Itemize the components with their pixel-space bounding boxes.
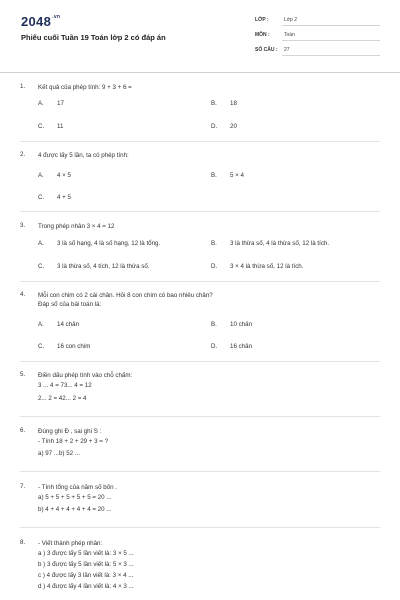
- option-letter: D.: [211, 263, 218, 270]
- option-text: 3 là thừa số, 4 tích, 12 là thừa số.: [57, 263, 150, 270]
- question-stem: - Viết thành phép nhân:: [38, 540, 103, 547]
- option-text: 16 chân: [230, 343, 253, 350]
- option-text: 4 + 5: [57, 194, 71, 201]
- site-logo[interactable]: [21, 14, 60, 29]
- option-letter: C.: [38, 194, 45, 201]
- option-text: 20: [230, 123, 237, 130]
- option-letter: B.: [211, 321, 217, 328]
- option-text: 3 × 4 là thừa số, 12 là tích.: [230, 263, 304, 270]
- option-text: 4 × 5: [57, 172, 71, 179]
- option-text: 14 chân: [57, 321, 80, 328]
- question-stem: [38, 291, 368, 309]
- meta-value: 27: [284, 47, 290, 53]
- meta-divider: [282, 55, 380, 56]
- meta-divider: [282, 40, 380, 41]
- question-stem-line: Đáp số của bài toán là:: [38, 301, 102, 308]
- option-letter: D.: [211, 123, 218, 130]
- option-text: 10 chân: [230, 321, 253, 328]
- worksheet-title: Phiếu cuối Tuần 19 Toán lớp 2 có đáp án: [21, 33, 166, 42]
- question-stem: - Tính tổng của năm số bốn .: [38, 484, 117, 491]
- logo-text: 2048: [21, 14, 52, 29]
- logo-suffix: .vn: [52, 14, 61, 20]
- question-number: 1.: [20, 83, 26, 90]
- question-line: a ) 3 được lấy 5 lần viết là: 3 × 5 ...: [38, 550, 134, 557]
- option-letter: A.: [38, 100, 44, 107]
- option-text: 3 là số hạng, 4 là số hạng, 12 là tổng.: [57, 240, 161, 247]
- question-divider: [20, 527, 380, 528]
- question-divider: [20, 141, 380, 142]
- question-divider: [20, 281, 380, 282]
- question-stem: 4 được lấy 5 lần, ta có phép tính:: [38, 152, 129, 159]
- question-number: 7.: [20, 483, 26, 490]
- question-number: 8.: [20, 539, 26, 546]
- meta-key: LỚP :: [255, 17, 269, 23]
- question-stem: Đúng ghi Đ , sai ghi S :: [38, 428, 102, 435]
- option-letter: C.: [38, 263, 45, 270]
- option-letter: A.: [38, 172, 44, 179]
- question-line: a) 97 ...b) 52 ...: [38, 450, 80, 457]
- option-text: 11: [57, 123, 64, 130]
- option-letter: D.: [211, 343, 218, 350]
- meta-divider: [282, 25, 380, 26]
- option-text: 16 con chim: [57, 343, 91, 350]
- meta-value: Toán: [284, 32, 295, 38]
- question-line: d ) 4 được lấy 4 lần viết là: 4 × 3 ...: [38, 583, 134, 590]
- question-number: 5.: [20, 371, 26, 378]
- question-line: 2... 2 = 42... 2 = 4: [38, 395, 87, 402]
- question-divider: [20, 471, 380, 472]
- option-letter: A.: [38, 321, 44, 328]
- question-divider: [20, 211, 380, 212]
- option-letter: C.: [38, 123, 45, 130]
- question-divider: [20, 416, 380, 417]
- meta-key: MÔN :: [255, 32, 270, 38]
- question-stem: Trong phép nhân 3 × 4 = 12: [38, 223, 115, 230]
- option-text: 3 là thừa số, 4 là thừa số, 12 là tích.: [230, 240, 330, 247]
- option-letter: B.: [211, 172, 217, 179]
- question-stem: Kết quả của phép tính: 9 + 3 + 6 =: [38, 84, 132, 91]
- question-stem: Điền dấu phép tính vào chỗ chấm:: [38, 372, 133, 379]
- question-line: a) 5 + 5 + 5 + 5 + 5 = 20 ...: [38, 494, 112, 501]
- question-stem-line: Mỗi con chim có 2 cái chân. Hỏi 8 con chim có bao nhiêu chân?: [38, 292, 213, 299]
- question-line: 3 ... 4 = 73... 4 = 12: [38, 382, 92, 389]
- option-letter: C.: [38, 343, 45, 350]
- meta-key: SỐ CÂU :: [255, 47, 278, 53]
- option-text: 17: [57, 100, 64, 107]
- question-line: b ) 3 được lấy 5 lần viết là: 5 × 3 ...: [38, 561, 134, 568]
- question-divider: [20, 361, 380, 362]
- option-text: 18: [230, 100, 237, 107]
- question-line: b) 4 + 4 + 4 + 4 + 4 = 20 ...: [38, 506, 112, 513]
- worksheet-header: [0, 0, 400, 73]
- question-line: c ) 4 được lấy 3 lần viết là: 3 × 4 ...: [38, 572, 134, 579]
- question-number: 2.: [20, 151, 26, 158]
- option-letter: A.: [38, 240, 44, 247]
- meta-value: Lớp 2: [284, 17, 298, 23]
- option-letter: B.: [211, 240, 217, 247]
- question-line: - Tính 18 + 2 + 29 + 3 = ?: [38, 438, 109, 445]
- option-text: 5 × 4: [230, 172, 244, 179]
- option-letter: B.: [211, 100, 217, 107]
- question-number: 3.: [20, 222, 26, 229]
- question-number: 6.: [20, 427, 26, 434]
- question-number: 4.: [20, 291, 26, 298]
